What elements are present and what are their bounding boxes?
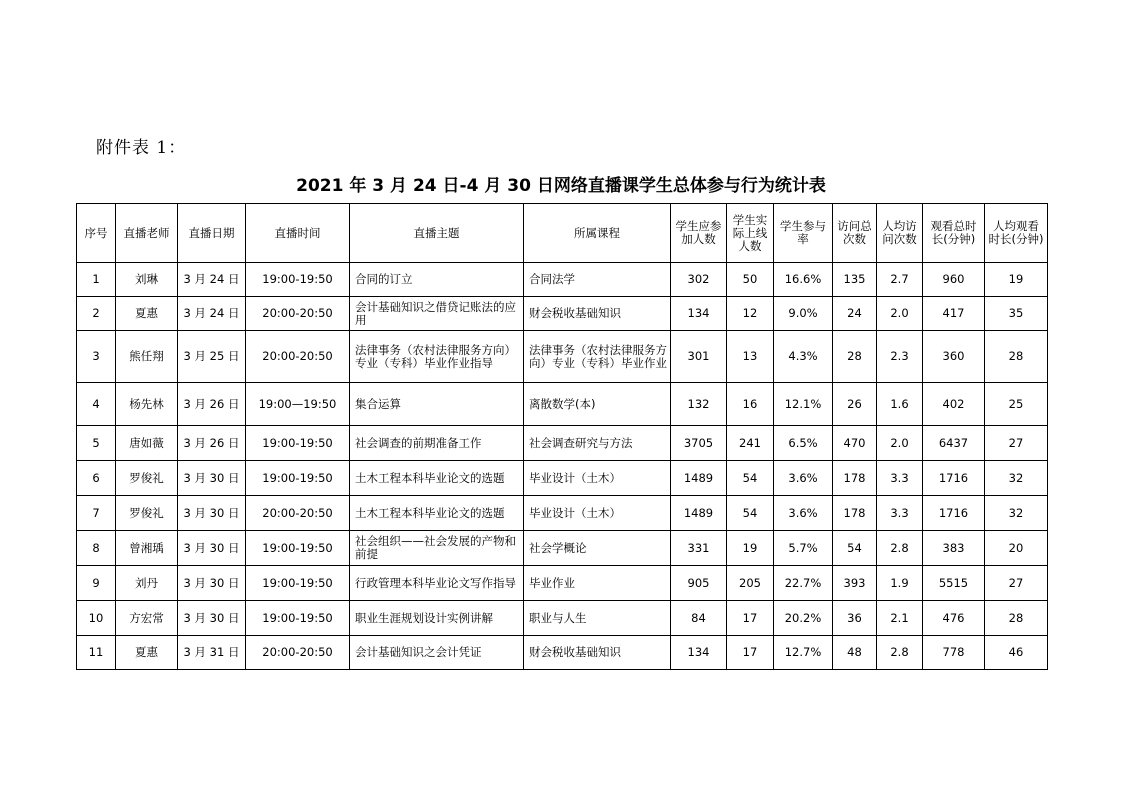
table-cell: 毕业作业: [524, 566, 671, 601]
table-cell: 12.7%: [774, 636, 833, 670]
table-cell: 社会调查的前期准备工作: [350, 426, 524, 461]
table-cell: 205: [727, 566, 774, 601]
table-cell: 曾湘瑀: [116, 531, 178, 566]
table-cell: 5: [77, 426, 116, 461]
table-cell: 2.3: [877, 331, 923, 383]
table-cell: 2.0: [877, 426, 923, 461]
table-cell: 960: [923, 263, 985, 297]
table-cell: 19:00-19:50: [246, 426, 350, 461]
table-cell: 土木工程本科毕业论文的选题: [350, 461, 524, 496]
stats-table: [76, 203, 1048, 670]
table-cell: 社会组织——社会发展的产物和前提: [350, 531, 524, 566]
table-cell: 134: [671, 636, 727, 670]
table-cell: 6: [77, 461, 116, 496]
table-cell: 32: [985, 461, 1048, 496]
table-cell: 职业生涯规划设计实例讲解: [350, 601, 524, 636]
table-cell: 27: [985, 566, 1048, 601]
table-cell: 19:00-19:50: [246, 263, 350, 297]
table-cell: 2.8: [877, 636, 923, 670]
table-cell: 3 月 30 日: [178, 566, 246, 601]
table-cell: 20:00-20:50: [246, 636, 350, 670]
table-cell: 6437: [923, 426, 985, 461]
table-cell: 178: [833, 496, 877, 531]
table-cell: 8: [77, 531, 116, 566]
header-cell: 人均观看时长(分钟): [985, 204, 1048, 263]
table-cell: 331: [671, 531, 727, 566]
table-cell: 方宏常: [116, 601, 178, 636]
table-cell: 302: [671, 263, 727, 297]
table-cell: 2.7: [877, 263, 923, 297]
table-cell: 20: [985, 531, 1048, 566]
table-row: [77, 263, 1048, 297]
table-cell: 2: [77, 297, 116, 331]
table-cell: 16.6%: [774, 263, 833, 297]
table-cell: 9: [77, 566, 116, 601]
table-cell: 35: [985, 297, 1048, 331]
table-title: 2021 年 3 月 24 日-4 月 30 日网络直播课学生总体参与行为统计表: [296, 176, 826, 196]
table-cell: 3.6%: [774, 461, 833, 496]
table-cell: 夏惠: [116, 636, 178, 670]
table-cell: 3 月 25 日: [178, 331, 246, 383]
table-cell: 476: [923, 601, 985, 636]
table-cell: 1716: [923, 461, 985, 496]
table-row: [77, 531, 1048, 566]
table-cell: 3 月 26 日: [178, 426, 246, 461]
table-cell: 1: [77, 263, 116, 297]
table-cell: 合同的订立: [350, 263, 524, 297]
table-cell: 135: [833, 263, 877, 297]
table-cell: 10: [77, 601, 116, 636]
table-cell: 7: [77, 496, 116, 531]
table-cell: 罗俊礼: [116, 461, 178, 496]
table-cell: 3 月 24 日: [178, 263, 246, 297]
table-cell: 19:00—19:50: [246, 383, 350, 426]
table-cell: 1.6: [877, 383, 923, 426]
table-cell: 2.8: [877, 531, 923, 566]
table-cell: 778: [923, 636, 985, 670]
table-cell: 4: [77, 383, 116, 426]
table-cell: 唐如薇: [116, 426, 178, 461]
header-cell: 访问总次数: [833, 204, 877, 263]
table-row: [77, 331, 1048, 383]
table-cell: 6.5%: [774, 426, 833, 461]
table-cell: 1716: [923, 496, 985, 531]
table-cell: 离散数学(本): [524, 383, 671, 426]
header-cell: 直播老师: [116, 204, 178, 263]
table-cell: 3 月 30 日: [178, 496, 246, 531]
table-cell: 50: [727, 263, 774, 297]
table-row: [77, 426, 1048, 461]
table-cell: 3 月 24 日: [178, 297, 246, 331]
table-cell: 3 月 30 日: [178, 531, 246, 566]
table-cell: 会计基础知识之会计凭证: [350, 636, 524, 670]
table-cell: 470: [833, 426, 877, 461]
table-row: [77, 297, 1048, 331]
table-cell: 178: [833, 461, 877, 496]
table-cell: 3 月 30 日: [178, 601, 246, 636]
table-cell: 11: [77, 636, 116, 670]
table-cell: 12: [727, 297, 774, 331]
table-cell: 19:00-19:50: [246, 531, 350, 566]
table-cell: 3 月 30 日: [178, 461, 246, 496]
table-cell: 夏惠: [116, 297, 178, 331]
table-cell: 3 月 26 日: [178, 383, 246, 426]
table-cell: 19:00-19:50: [246, 461, 350, 496]
table-cell: 360: [923, 331, 985, 383]
table-row: [77, 601, 1048, 636]
table-cell: 27: [985, 426, 1048, 461]
table-cell: 土木工程本科毕业论文的选题: [350, 496, 524, 531]
table-cell: 383: [923, 531, 985, 566]
table-cell: 社会调查研究与方法: [524, 426, 671, 461]
table-cell: 17: [727, 636, 774, 670]
table-row: [77, 636, 1048, 670]
table-cell: 13: [727, 331, 774, 383]
table-cell: 46: [985, 636, 1048, 670]
table-cell: 5515: [923, 566, 985, 601]
table-cell: 20:00-20:50: [246, 496, 350, 531]
table-cell: 19: [985, 263, 1048, 297]
table-cell: 毕业设计（土木）: [524, 461, 671, 496]
table-cell: 17: [727, 601, 774, 636]
table-cell: 9.0%: [774, 297, 833, 331]
header-cell: 人均访问次数: [877, 204, 923, 263]
table-cell: 36: [833, 601, 877, 636]
table-cell: 法律事务（农村法律服务方向）专业（专科）毕业作业: [524, 331, 671, 383]
table-cell: 48: [833, 636, 877, 670]
header-row: [77, 204, 1048, 263]
table-cell: 19:00-19:50: [246, 601, 350, 636]
table-cell: 2.1: [877, 601, 923, 636]
table-cell: 财会税收基础知识: [524, 636, 671, 670]
header-cell: 学生实际上线人数: [727, 204, 774, 263]
header-cell: 学生参与率: [774, 204, 833, 263]
table-cell: 20:00-20:50: [246, 297, 350, 331]
table-row: [77, 383, 1048, 426]
table-cell: 26: [833, 383, 877, 426]
table-cell: 1.9: [877, 566, 923, 601]
table-cell: 54: [833, 531, 877, 566]
table-cell: 社会学概论: [524, 531, 671, 566]
table-cell: 32: [985, 496, 1048, 531]
table-cell: 393: [833, 566, 877, 601]
table-cell: 84: [671, 601, 727, 636]
table-cell: 28: [833, 331, 877, 383]
table-cell: 241: [727, 426, 774, 461]
table-cell: 熊任翔: [116, 331, 178, 383]
table-cell: 会计基础知识之借贷记账法的应用: [350, 297, 524, 331]
table-cell: 301: [671, 331, 727, 383]
attachment-label: 附件表 1：: [96, 138, 187, 158]
table-row: [77, 496, 1048, 531]
table-cell: 28: [985, 331, 1048, 383]
table-cell: 杨先林: [116, 383, 178, 426]
table-cell: 1489: [671, 496, 727, 531]
table-cell: 1489: [671, 461, 727, 496]
table-cell: 12.1%: [774, 383, 833, 426]
table-cell: 法律事务（农村法律服务方向）专业（专科）毕业作业指导: [350, 331, 524, 383]
table-cell: 2.0: [877, 297, 923, 331]
table-cell: 行政管理本科毕业论文写作指导: [350, 566, 524, 601]
header-cell: 所属课程: [524, 204, 671, 263]
header-cell: 直播主题: [350, 204, 524, 263]
table-row: [77, 461, 1048, 496]
table-cell: 3.3: [877, 496, 923, 531]
table-cell: 3705: [671, 426, 727, 461]
table-cell: 4.3%: [774, 331, 833, 383]
table-cell: 24: [833, 297, 877, 331]
header-cell: 学生应参加人数: [671, 204, 727, 263]
header-cell: 直播时间: [246, 204, 350, 263]
table-cell: 402: [923, 383, 985, 426]
table-cell: 16: [727, 383, 774, 426]
table-cell: 3 月 31 日: [178, 636, 246, 670]
table-cell: 3.6%: [774, 496, 833, 531]
table-cell: 刘丹: [116, 566, 178, 601]
table-cell: 905: [671, 566, 727, 601]
table-cell: 刘琳: [116, 263, 178, 297]
table-cell: 20.2%: [774, 601, 833, 636]
table-cell: 132: [671, 383, 727, 426]
header-cell: 序号: [77, 204, 116, 263]
table-cell: 19:00-19:50: [246, 566, 350, 601]
table-cell: 22.7%: [774, 566, 833, 601]
table-cell: 54: [727, 496, 774, 531]
table-cell: 28: [985, 601, 1048, 636]
table-cell: 417: [923, 297, 985, 331]
table-cell: 财会税收基础知识: [524, 297, 671, 331]
table-cell: 罗俊礼: [116, 496, 178, 531]
table-cell: 19: [727, 531, 774, 566]
table-cell: 134: [671, 297, 727, 331]
table-row: [77, 566, 1048, 601]
table-cell: 5.7%: [774, 531, 833, 566]
table-cell: 3: [77, 331, 116, 383]
header-cell: 观看总时长(分钟): [923, 204, 985, 263]
header-cell: 直播日期: [178, 204, 246, 263]
table-cell: 集合运算: [350, 383, 524, 426]
table-cell: 3.3: [877, 461, 923, 496]
table-cell: 职业与人生: [524, 601, 671, 636]
table-cell: 25: [985, 383, 1048, 426]
table-cell: 合同法学: [524, 263, 671, 297]
table-cell: 20:00-20:50: [246, 331, 350, 383]
table-cell: 毕业设计（土木）: [524, 496, 671, 531]
table-cell: 54: [727, 461, 774, 496]
